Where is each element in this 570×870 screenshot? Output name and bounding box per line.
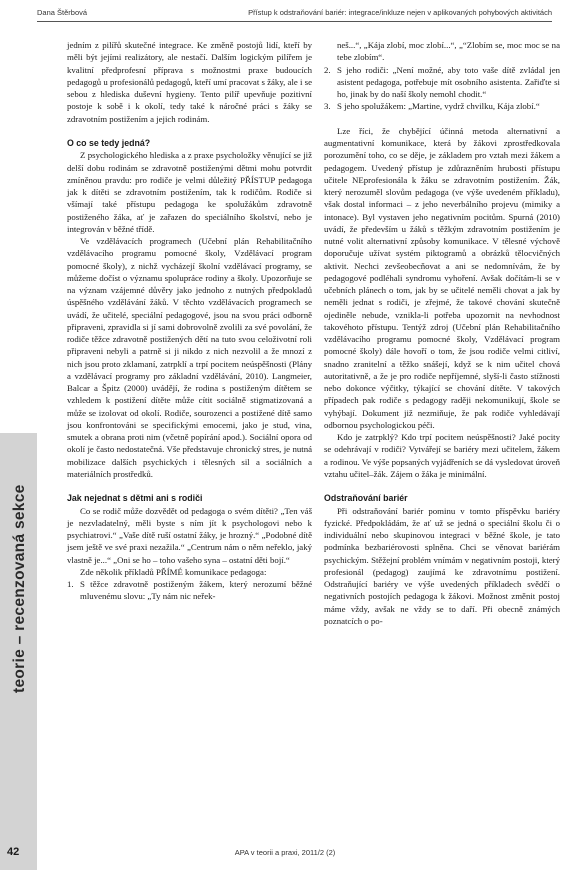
list-item-continuation: neš...“, „Kája zlobí, moc zlobí...“, „“Zlobím se, moc moc se na tebe zlobím“. [337, 40, 560, 63]
running-header-title: Přístup k odstraňování bariér: integrace/inkluze nejen v aplikovaných pohybových aktivitách [248, 8, 552, 17]
section-heading: Jak nejednat s dětmi ani s rodiči [67, 493, 203, 504]
spacer [324, 113, 560, 125]
page-number: 42 [7, 846, 20, 858]
spacer [67, 480, 312, 492]
list-item [324, 100, 560, 112]
section-label-main: teorie [11, 648, 28, 693]
list-item [67, 578, 312, 603]
running-header-author: Dana Štěrbová [37, 8, 88, 17]
paragraph: Při odstraňování bariér pominu v tomto příspěvku bariéry fyzické. Předpokládám, že ať už se jedná o speciální školu či o individuální nebo skupinovou integraci v běžné škole, je tato podmínka bezbariérovosti splněna. Chci se věnovat bariérám psychickým. Stěžejní problém vnímám v negativním postoji, který profesionál (pedagog) zaujímá ke zdravotnímu postižení. Odstraňující bariéry ve výše uvedených příkladech svědčí o negativních postojích pedagoga k žákovi. Možnost změnit postoj máme vždy, avšak ne vždy se to daří. Při obecně známých poznatcích o po- [324, 505, 560, 626]
paragraph: Z psychologického hlediska a z praxe psycholožky věnující se již delší dobu rodinám se zdravotně postiženými dětmi mohu potvrdit zmíněnou pravdu: pro rodiče je velmi důležitý PŘÍSTUP pedagoga jak k dítěti se zdravotním postižením, tak k rodičům. Rodiče si všímají také přístupu pedagoga ke spolužákům zdravotně postiženého žáka, ať je zařazen do speciálního školství, nebo je integrován v běžné třídě. [67, 150, 312, 234]
spacer [67, 125, 312, 137]
list-item-text: S jeho rodiči: „Není možné, aby toto vaše dítě zvládal jen asistent pedagoga, potřebuje mít osobního asistenta. Zařiďte si ho, jinak by do naší školy nemohl chodit.“ [337, 64, 560, 99]
paragraph: Zde několik příkladů PŘÍMÉ komunikace pedagoga: [80, 566, 267, 577]
section-label-sub: recenzovaná sekce [11, 484, 28, 631]
left-column [67, 39, 312, 603]
spacer [324, 480, 560, 492]
list-item-text: S těžce zdravotně postiženým žákem, který nerozumí běžné mluvenému slovu: „Ty nám nic neřek- [80, 579, 312, 602]
paragraph: jedním z pilířů skutečné integrace. Ke změně postojů lidí, kteří by měli být jejími realizátory, ale nestačí. Dalším logickým pilířem je kvalitní předprofesní příprava s možnostmi praxe budoucích pedagogů u profesionálů pedagogů, kteří umí pracovat s žáky, ale i se sebou z hlediska duševní hygieny. Tento pilíř upevňuje pozitivní postoje k sobě i k okolí, tedy také k náročné práci s žáky se zdravotním postižením a jejich rodinám. [67, 40, 312, 124]
list-item [324, 64, 560, 101]
list-item-text: S jeho spolužákem: „Martine, vydrž chvilku, Kája zlobí.“ [337, 101, 540, 112]
list-item-number: 2. [324, 64, 331, 75]
list-item-number: 1. [67, 579, 74, 589]
header-rule [37, 21, 552, 22]
list-item-number: 3. [324, 101, 331, 112]
footer-journal: APA v teorii a praxi, 2011/2 (2) [234, 848, 336, 857]
paragraph: Kdo je zatrpklý? Kdo trpí pocitem neúspěšnosti? Jaké pocity se odehrávají v rodiči? Vytvářejí se bariéry mezi učitelem, žákem a rodinou. Ve výše popsaných vyjádřeních se dá vysledovat úroveň vztahu učitel–žák. Zájem o žáka je minimální. [324, 432, 560, 479]
section-heading: Odstraňování bariér [324, 493, 408, 504]
paragraph: Co se rodič může dozvědět od pedagoga o svém dítěti? „Ten váš je nezvladatelný, měli byste s ním jít k psychologovi nebo k psychiatrovi.“ „Vaše dítě ruší ostatní žáky, je hrozný.“ „Podobné dítě jsem ještě ve své praxi nezažila.“ „Centrum nám o něm neřeklo, jaký vlastně je...“ „Oni se ho – toho vašeho syna – ostatní děti bojí.“ [67, 505, 312, 565]
paragraph: Ve vzdělávacích programech (Učební plán Rehabilitačního vzdělávacího programu pomocné školy, Vzdělávací program pomocné školy), z nichž vycházejí školní vzdělávací programy, se můžeme dočíst o významu spolupráce rodiny a školy. Upozorňuje se na význam vzájemné důvěry jako jednoho z nutných předpokladů úspěšného vzdělávání žáků. V těchto vzdělávacích programech se uvádí, že učitelé, speciální pedagogové, jsou na svou práci odborně připraveni, zpravidla si jí sami dobrovolně zvolili za své povolání, že rodiče těžce zdravotně postižených dětí na tuto svou celoživotní roli připraveni nebyli a patrně si ji nikdo z nich nezvolil a že mnozí z nich jsou proto zklamaní, zatrpklí a trpí pocitem neúspěšnosti (Plány a vzdělávací programy pro základní vzdělávání, 2010). Langmeier, Balcar a Špitz (2000) uvádějí, že rodina s postiženým dítětem se vzhledem k postižení dítěte může cítit sociálně stigmatizovaná a může se izolovat od okolí. Rodiče, sourozenci a postižené dítě samo jsou konfrontováni se specifickými emocemi, jako je stud, vina, smutek a obrana proti nim (včetně popírání apod.). Sociální opora od okolí je často nedostatečná. Vše představuje chronický stres, je nutná mobilizace dalších psychických i tělesných sil a sociálních a materiálních prostředků. [67, 236, 312, 479]
section-heading: O co se tedy jedná? [67, 138, 151, 148]
section-label [2, 393, 38, 693]
paragraph: Lze říci, že chybějící účinná metoda alternativní a augmentativní komunikace, která by žákovi zprostředkovala porozumění toho, co se děje, je základem pro vztah mezi žákem a pedagogem. Uvedený přístup je zdůrazněním hrubosti přístupu učitele NEprofesionála k žáku se zdravotním postižením. Žák, který nerozuměl slovům pedagoga (ve výše uvedeném příkladu), však dostal informaci – z jeho neverbálního projevu (mimiky a intonace). Byl vystaven jeho negativním pocitům. Spurná (2010) uvádí, že především u žáků s těžkým zdravotním postižením je nutné volit alternativní způsoby komunikace. V tělesné výchově doporučuje užívat systém piktogramů a obrázků tělocvičných aktivit. Nechci zevšeobecňovat a ani se nedomnívám, že by pedagogové podléhali syndromu vyhoření. Avšak dočítám-li se v učebních plánech o tom, jak by se učitelé neměli chovat a jak by neměli jednat s rodiči, je zřejmé, že takové chování skutečně ojediněle nebude, vznikla-li potřeba upozornit na nevhodnost takovéhoto přístupu. Tentýž zdroj (Učební plán Rehabilitačního vzdělávacího programu pomocné školy, Vzdělávací program pomocné školy) dále hovoří o tom, že jsou rodiče velmi citliví, snadno zranitelní a těžko snášejí, když se k nim učitel chová autoritativně, a že je pro rodiče nepříjemné, slyší-li často stížnosti nebo dokonce výčitky, týkající se chování dítěte. V takových případech pak rodiče s pedagogy raději nekomunikují, škole se vyhýbají. Dokument již nezmiňuje, že pak rodiče vyhledávají odbornou psychologickou péči. [324, 125, 560, 430]
section-label-separator: – [11, 630, 28, 649]
right-column [324, 39, 560, 627]
